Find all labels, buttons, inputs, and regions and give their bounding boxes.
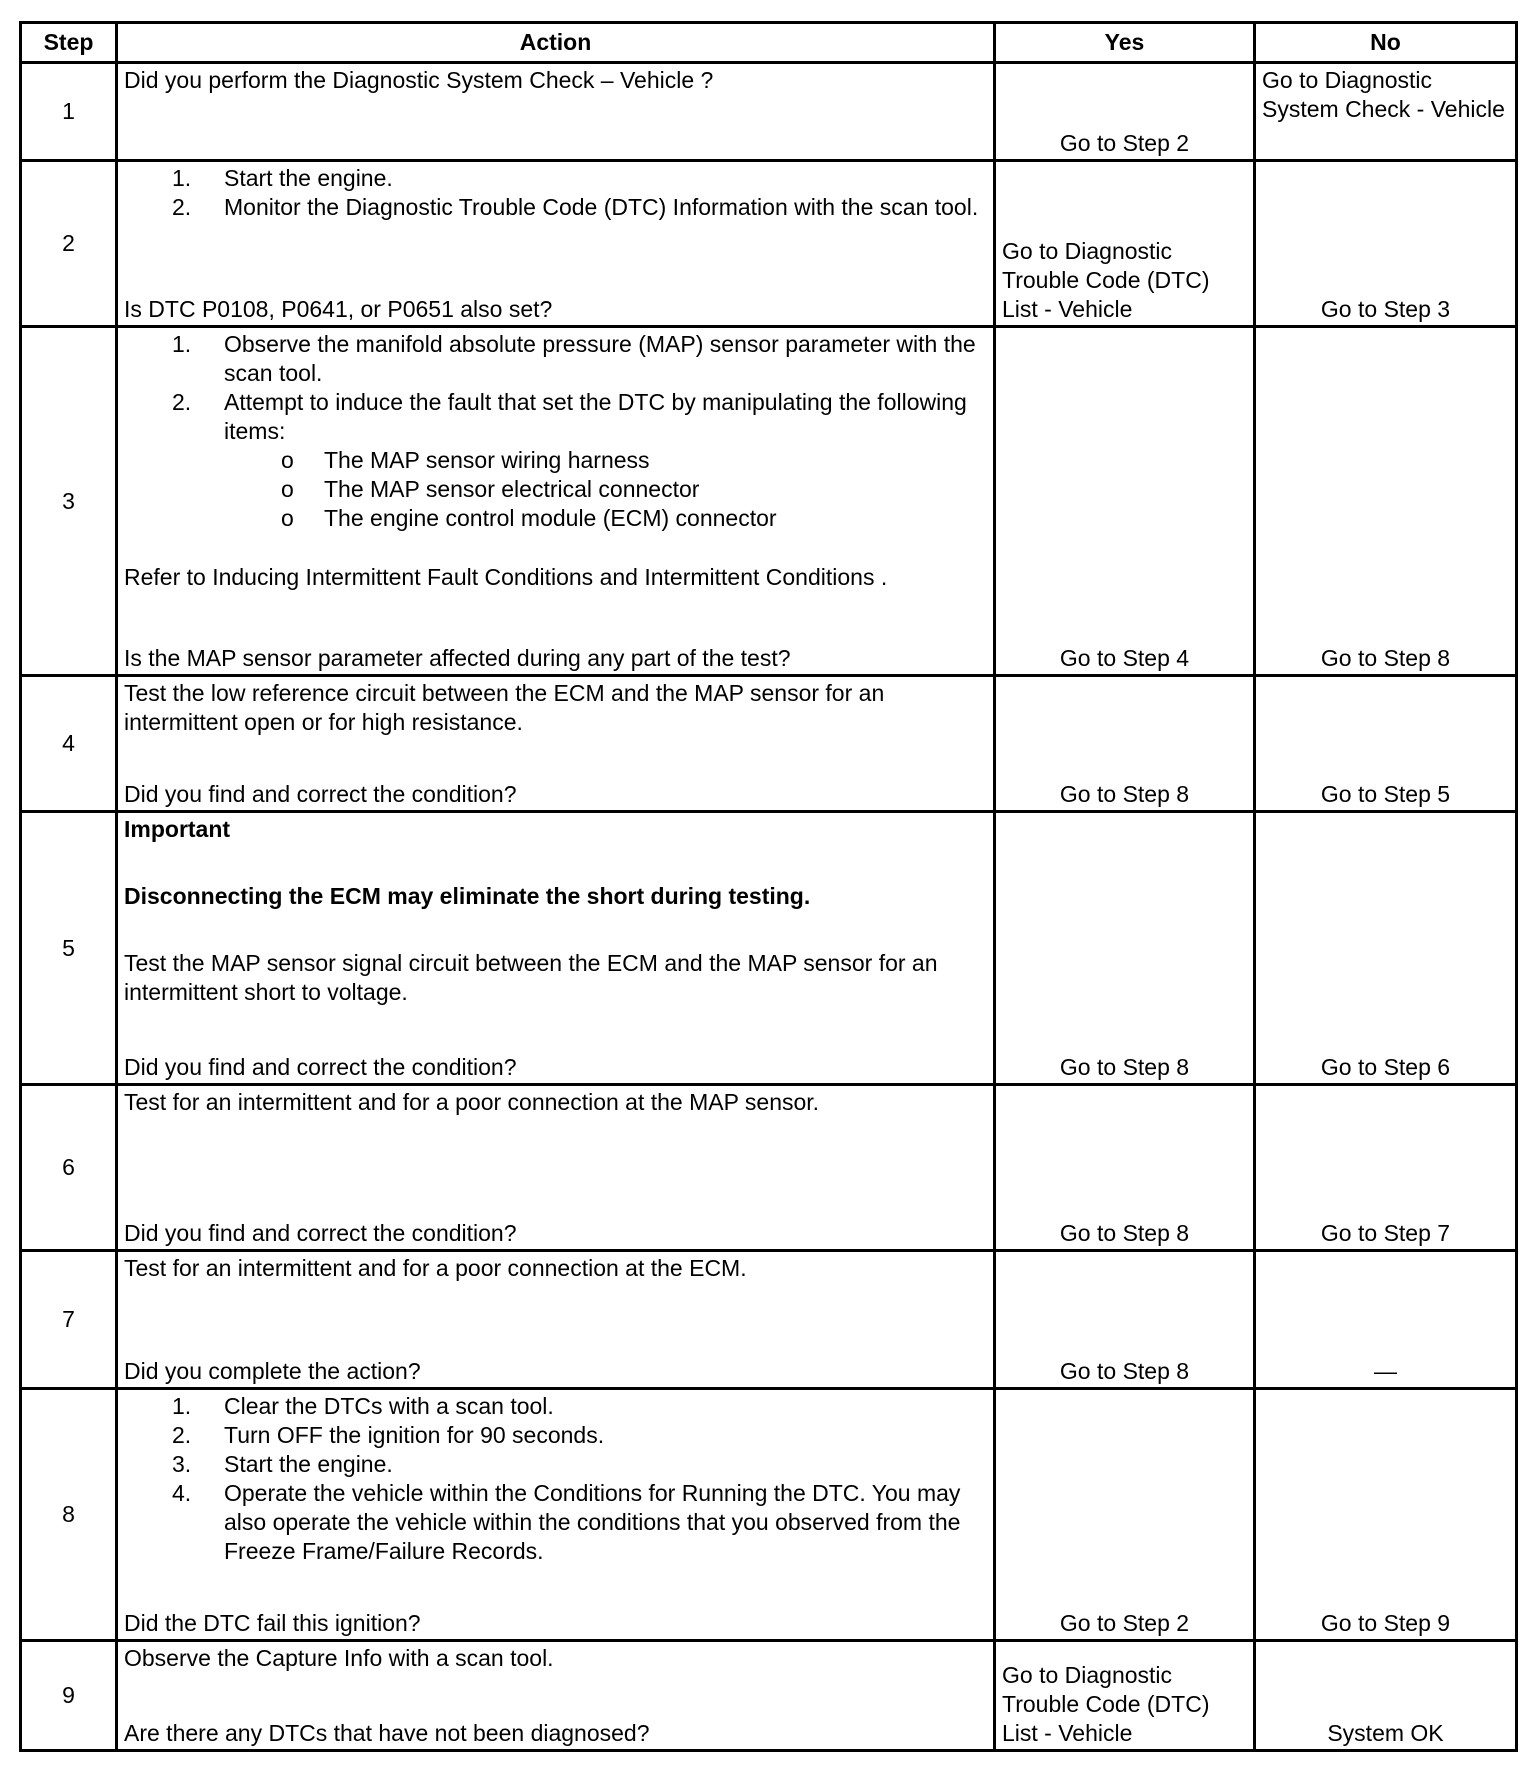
yes-link[interactable]: Go to Step 8 (1059, 781, 1190, 807)
action-text: Test the low reference circuit between the ECM and the MAP sensor for an intermittent open or for high resistance. (124, 680, 885, 735)
list-item: 2. Monitor the Diagnostic Trouble Code (DTC) Information with the scan tool. (172, 194, 979, 220)
step-number: 9 (21, 1641, 117, 1751)
question-text: Are there any DTCs that have not been diagnosed? (124, 1720, 650, 1746)
step-number: 3 (21, 327, 117, 676)
table-row (21, 161, 1517, 327)
action-text: Test the MAP sensor signal circuit between the ECM and the MAP sensor for an intermittent short to voltage. (124, 950, 938, 1005)
question-text: Did you complete the action? (124, 1358, 421, 1384)
header-action: Action (117, 23, 995, 63)
list-item: o The MAP sensor electrical connector (281, 476, 700, 502)
list-item: 1. Start the engine. (172, 165, 393, 191)
yes-link[interactable]: Go to Diagnostic Trouble Code (DTC) List - Vehicle (1002, 1662, 1210, 1746)
yes-cell (995, 327, 1255, 676)
yes-cell (995, 676, 1255, 812)
question-text: Did the DTC fail this ignition? (124, 1610, 421, 1636)
action-text: Test for an intermittent and for a poor connection at the MAP sensor. (124, 1089, 820, 1115)
action-cell (117, 676, 995, 812)
yes-link[interactable]: Go to Step 8 (1059, 1358, 1190, 1384)
list-item: 3. Start the engine. (172, 1451, 393, 1477)
table-row (21, 676, 1517, 812)
note-text: Refer to Inducing Intermittent Fault Conditions and Intermittent Conditions . (124, 564, 888, 590)
step-number: 7 (21, 1251, 117, 1389)
no-cell (1255, 63, 1517, 161)
step-number: 5 (21, 812, 117, 1085)
header-yes: Yes (995, 23, 1255, 63)
list-item: 1. Observe the manifold absolute pressure (MAP) sensor parameter with the scan tool. (172, 331, 976, 386)
yes-cell (995, 161, 1255, 327)
instruction-list (124, 330, 987, 446)
step-number: 6 (21, 1085, 117, 1251)
action-cell (117, 161, 995, 327)
table-row (21, 1641, 1517, 1751)
no-cell (1255, 1085, 1517, 1251)
yes-cell (995, 63, 1255, 161)
no-link[interactable]: Go to Step 9 (1320, 1610, 1451, 1636)
no-link[interactable]: Go to Step 6 (1320, 1054, 1451, 1080)
yes-cell (995, 1085, 1255, 1251)
table-row (21, 1251, 1517, 1389)
header-row (21, 23, 1517, 63)
action-text: Observe the Capture Info with a scan tool. (124, 1645, 554, 1671)
header-no: No (1255, 23, 1517, 63)
no-cell (1255, 1389, 1517, 1641)
no-cell (1255, 327, 1517, 676)
no-cell (1255, 161, 1517, 327)
no-value: — (1374, 1358, 1397, 1384)
list-item: 2. Attempt to induce the fault that set the DTC by manipulating the following items: (172, 389, 967, 444)
no-cell (1255, 676, 1517, 812)
no-link[interactable]: Go to Step 3 (1320, 296, 1451, 322)
no-cell (1255, 1641, 1517, 1751)
question-text: Did you find and correct the condition? (124, 1220, 517, 1246)
list-item: 4. Operate the vehicle within the Conditions for Running the DTC. You may also operate the vehicle within the conditions that you observed from the Freeze Frame/Failure Records. (172, 1480, 961, 1564)
instruction-list (124, 164, 987, 222)
header-step: Step (21, 23, 117, 63)
step-number: 1 (21, 63, 117, 161)
list-item: o The MAP sensor wiring harness (281, 447, 650, 473)
step-number: 2 (21, 161, 117, 327)
list-item: 2. Turn OFF the ignition for 90 seconds. (172, 1422, 605, 1448)
no-cell (1255, 812, 1517, 1085)
step-number: 4 (21, 676, 117, 812)
action-text: Did you perform the Diagnostic System Check – Vehicle ? (124, 67, 714, 93)
yes-cell (995, 1641, 1255, 1751)
yes-cell (995, 1251, 1255, 1389)
question-text: Did you find and correct the condition? (124, 1054, 517, 1080)
step-number: 8 (21, 1389, 117, 1641)
action-cell (117, 327, 995, 676)
yes-cell (995, 1389, 1255, 1641)
yes-link[interactable]: Go to Step 8 (1059, 1220, 1190, 1246)
action-cell (117, 1389, 995, 1641)
table-row (21, 812, 1517, 1085)
no-link[interactable]: Go to Step 7 (1320, 1220, 1451, 1246)
yes-link[interactable]: Go to Step 2 (1059, 130, 1190, 156)
table-row (21, 1085, 1517, 1251)
action-cell (117, 1251, 995, 1389)
no-cell (1255, 1251, 1517, 1389)
question-text: Is DTC P0108, P0641, or P0651 also set? (124, 296, 553, 322)
question-text: Is the MAP sensor parameter affected during any part of the test? (124, 645, 791, 671)
diagnostic-table (19, 21, 1518, 1752)
table-row (21, 1389, 1517, 1641)
action-cell (117, 1641, 995, 1751)
no-link[interactable]: Go to Step 5 (1320, 781, 1451, 807)
yes-link[interactable]: Go to Step 2 (1059, 1610, 1190, 1636)
question-text: Did you find and correct the condition? (124, 781, 517, 807)
yes-link[interactable]: Go to Diagnostic Trouble Code (DTC) List - Vehicle (1002, 238, 1210, 322)
yes-link[interactable]: Go to Step 4 (1059, 645, 1190, 671)
important-text: Disconnecting the ECM may eliminate the short during testing. (124, 883, 811, 909)
yes-link[interactable]: Go to Step 8 (1059, 1054, 1190, 1080)
action-cell (117, 812, 995, 1085)
list-item: 1. Clear the DTCs with a scan tool. (172, 1393, 554, 1419)
no-link[interactable]: Go to Step 8 (1320, 645, 1451, 671)
table-row (21, 327, 1517, 676)
no-value: System OK (1327, 1720, 1444, 1746)
table-row (21, 63, 1517, 161)
action-cell (117, 1085, 995, 1251)
sub-list (124, 446, 987, 533)
important-label: Important (124, 816, 231, 842)
action-text: Test for an intermittent and for a poor connection at the ECM. (124, 1255, 747, 1281)
no-link[interactable]: Go to Diagnostic System Check - Vehicle (1262, 67, 1505, 122)
yes-cell (995, 812, 1255, 1085)
list-item: o The engine control module (ECM) connector (281, 505, 777, 531)
action-cell (117, 63, 995, 161)
instruction-list (124, 1392, 987, 1566)
